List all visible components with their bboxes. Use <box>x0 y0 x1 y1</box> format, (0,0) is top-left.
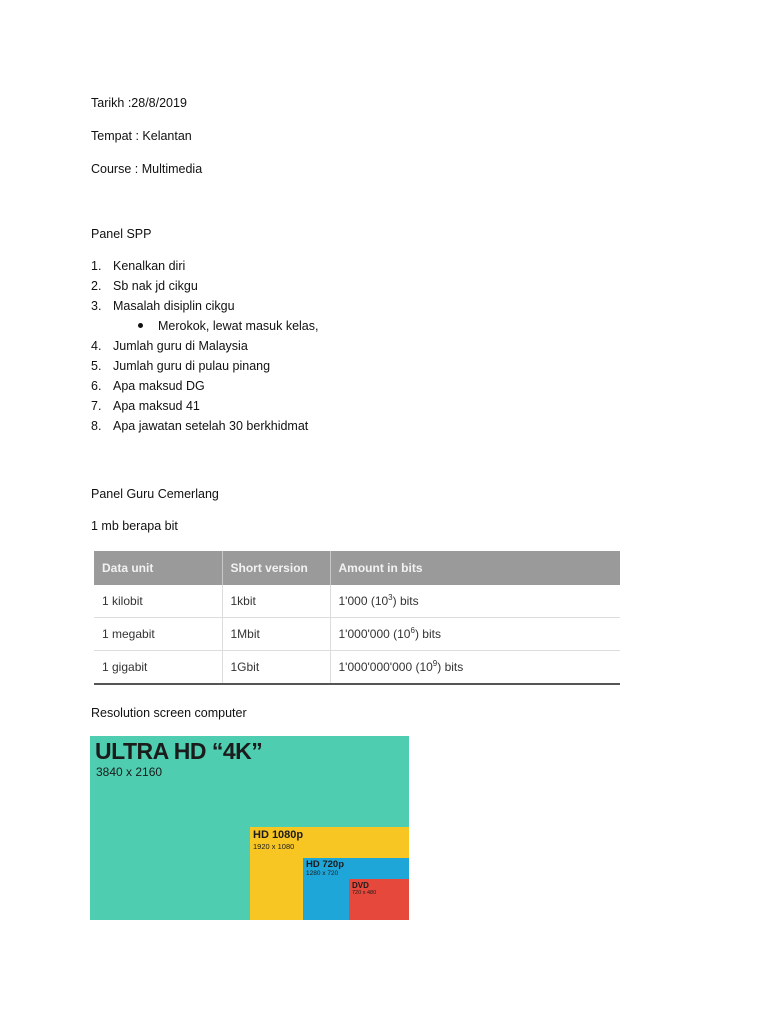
column-header-short-version: Short version <box>222 551 330 585</box>
item-number: 5. <box>91 359 102 373</box>
cell-short: 1Gbit <box>222 651 330 685</box>
hd-720p-dims: 1280 x 720 <box>306 870 339 877</box>
item-text: Apa jawatan setelah 30 berkhidmat <box>113 419 309 433</box>
list-item <box>91 298 318 318</box>
panel-guru-heading: Panel Guru Cemerlang <box>91 487 219 501</box>
sub-list-item <box>91 318 318 338</box>
list-item <box>91 338 318 358</box>
list-item <box>91 378 318 398</box>
table-row <box>94 585 620 618</box>
list-item <box>91 418 318 438</box>
item-text: Sb nak jd cikgu <box>113 279 198 293</box>
dvd-label: DVD <box>352 881 369 890</box>
hd-1080p-dims: 1920 x 1080 <box>253 842 295 851</box>
panel-spp-question-list <box>91 258 318 438</box>
table-row <box>94 651 620 685</box>
ultra-hd-label: ULTRA HD “4K” <box>95 738 263 764</box>
cell-unit: 1 kilobit <box>94 585 222 618</box>
cell-amount: 1'000'000'000 $(10^9)$ bits <box>330 651 620 685</box>
data-unit-table <box>94 551 620 685</box>
list-item <box>91 358 318 378</box>
table-header-row <box>94 551 620 585</box>
ultra-hd-dims: 3840 x 2160 <box>96 765 163 779</box>
panel-spp-heading: Panel SPP <box>91 227 152 241</box>
column-header-amount: Amount in bits <box>330 551 620 585</box>
list-item <box>91 258 318 278</box>
item-text: Kenalkan diri <box>113 259 186 273</box>
sub-item-text: Merokok, lewat masuk kelas, <box>158 319 319 333</box>
bullet-icon <box>138 323 143 328</box>
item-number: 8. <box>91 419 102 433</box>
table-row <box>94 618 620 651</box>
panel-guru-question: 1 mb berapa bit <box>91 519 178 533</box>
dvd-dims: 720 x 480 <box>352 890 377 896</box>
item-text: Masalah disiplin cikgu <box>113 299 235 313</box>
item-text: Apa maksud DG <box>113 379 205 393</box>
item-number: 6. <box>91 379 102 393</box>
item-text: Jumlah guru di Malaysia <box>113 339 248 353</box>
item-number: 1. <box>91 259 102 273</box>
cell-short: 1kbit <box>222 585 330 618</box>
cell-unit: 1 gigabit <box>94 651 222 685</box>
item-text: Jumlah guru di pulau pinang <box>113 359 271 373</box>
list-item <box>91 278 318 298</box>
item-number: 4. <box>91 339 102 353</box>
place-line: Tempat : Kelantan <box>91 129 192 143</box>
list-item <box>91 398 318 418</box>
hd-720p-label: HD 720p <box>306 859 345 870</box>
item-number: 2. <box>91 279 102 293</box>
resolution-comparison-image <box>90 736 409 920</box>
cell-amount: 1'000'000 $(10^6)$ bits <box>330 618 620 651</box>
item-number: 3. <box>91 299 102 313</box>
cell-unit: 1 megabit <box>94 618 222 651</box>
column-header-data-unit: Data unit <box>94 551 222 585</box>
course-line: Course : Multimedia <box>91 162 203 176</box>
resolution-heading: Resolution screen computer <box>91 706 247 720</box>
item-number: 7. <box>91 399 102 413</box>
hd-1080p-label: HD 1080p <box>253 829 304 841</box>
cell-short: 1Mbit <box>222 618 330 651</box>
item-text: Apa maksud 41 <box>113 399 200 413</box>
cell-amount: 1'000 $(10^3)$ bits <box>330 585 620 618</box>
date-line: Tarikh :28/8/2019 <box>91 96 187 110</box>
dvd-box <box>349 879 409 920</box>
